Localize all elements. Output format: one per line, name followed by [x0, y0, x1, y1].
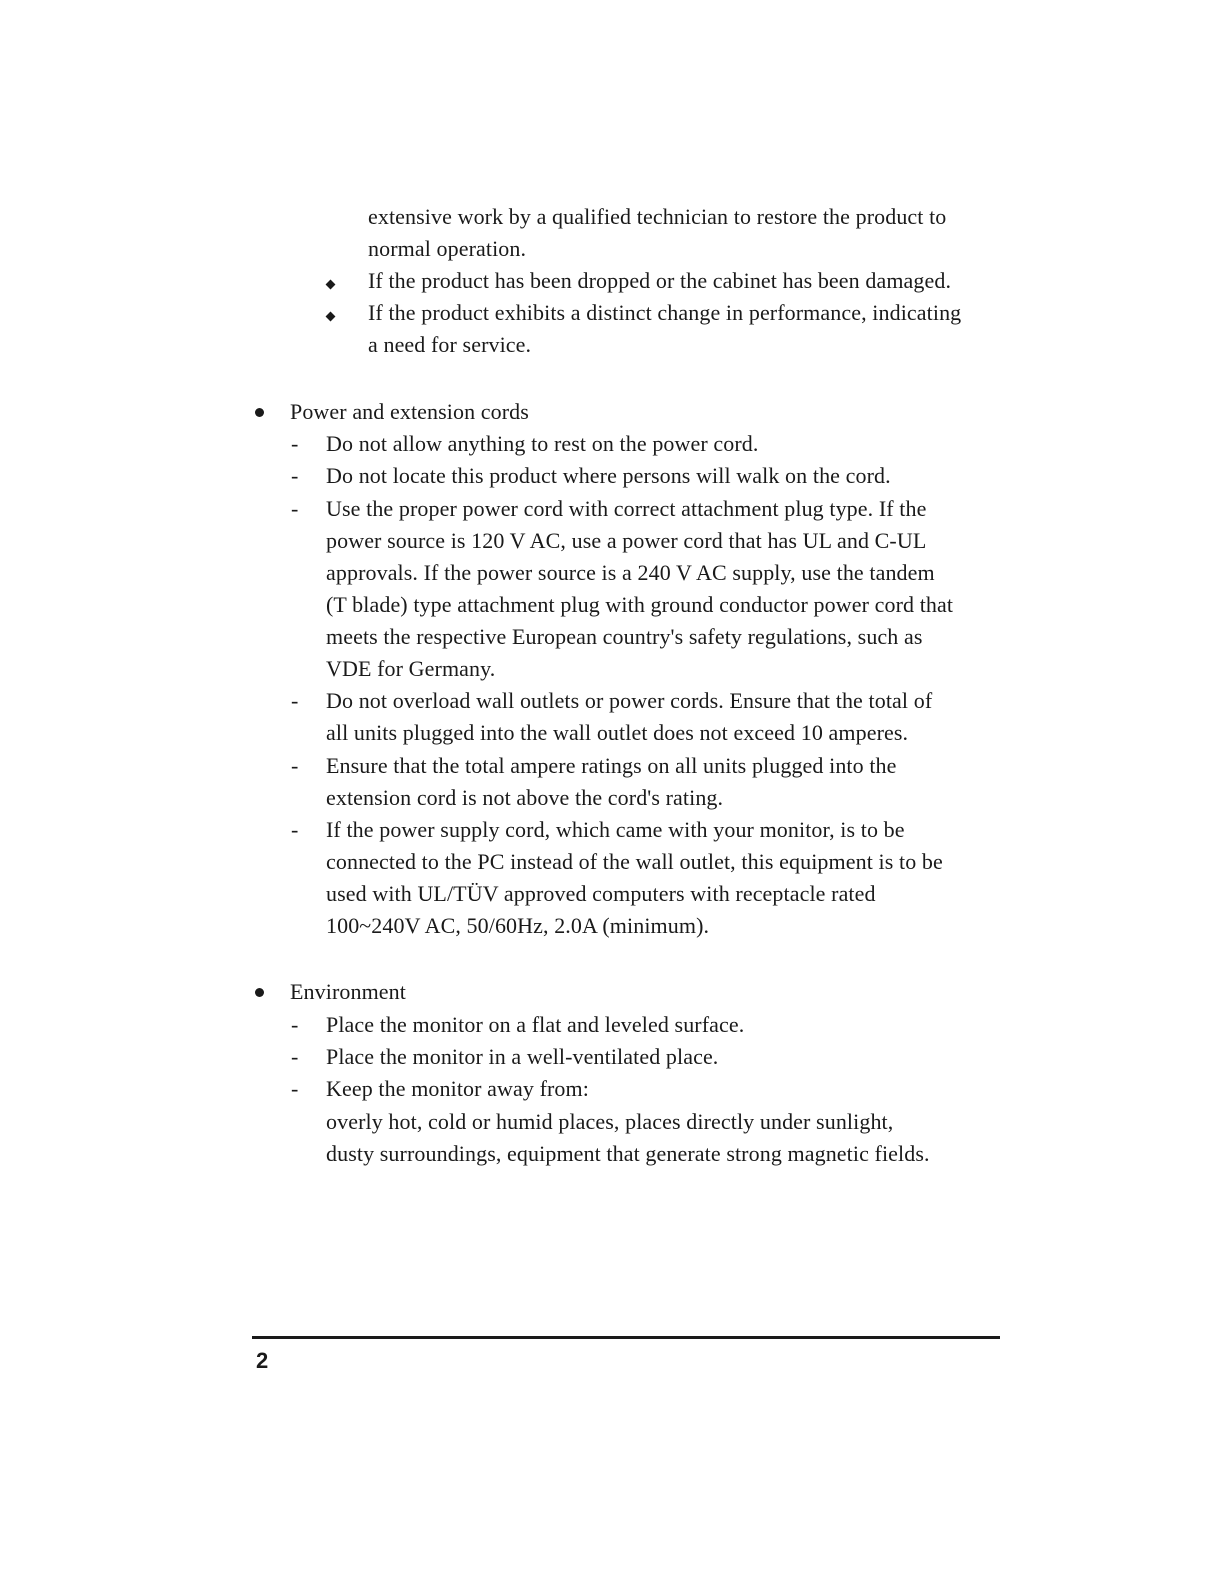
sub-bullet-text: If the product exhibits a distinct change in performance, indicating: [368, 300, 962, 325]
list-item: VDE for Germany.: [326, 656, 496, 681]
dash-bullet-icon: -: [291, 1076, 299, 1101]
page-number: 2: [256, 1348, 269, 1373]
footer-rule: [252, 1336, 1000, 1339]
list-item: (T blade) type attachment plug with ground conductor power cord that: [326, 592, 954, 617]
list-item: used with UL/TÜV approved computers with receptacle rated: [326, 881, 876, 906]
list-item: Ensure that the total ampere ratings on all units plugged into the: [326, 753, 897, 778]
sub-bullet-text: a need for service.: [368, 332, 532, 357]
dash-bullet-icon: -: [291, 817, 299, 842]
dash-bullet-icon: -: [291, 1044, 299, 1069]
list-item: power source is 120 V AC, use a power cord that has UL and C-UL: [326, 528, 927, 553]
continuation-line: normal operation.: [368, 236, 527, 261]
list-item: If the power supply cord, which came with your monitor, is to be: [326, 817, 905, 842]
section-heading: Power and extension cords: [290, 399, 529, 424]
dash-bullet-icon: -: [291, 1012, 299, 1037]
list-item: 100~240V AC, 50/60Hz, 2.0A (minimum).: [326, 913, 710, 938]
list-item: approvals. If the power source is a 240 V AC supply, use the tandem: [326, 560, 935, 585]
sub-bullet-text: If the product has been dropped or the cabinet has been damaged.: [368, 268, 952, 293]
continuation-line: extensive work by a qualified technician to restore the product to: [368, 204, 947, 229]
list-item: connected to the PC instead of the wall outlet, this equipment is to be: [326, 849, 943, 874]
dash-bullet-icon: -: [291, 753, 299, 778]
list-item: extension cord is not above the cord's rating.: [326, 785, 724, 810]
list-item: Keep the monitor away from:: [326, 1076, 589, 1101]
dash-bullet-icon: -: [291, 431, 299, 456]
bullet-icon: [255, 408, 264, 417]
list-item: Do not overload wall outlets or power cords. Ensure that the total of: [326, 688, 933, 713]
dash-bullet-icon: -: [291, 463, 299, 488]
list-item: dusty surroundings, equipment that generate strong magnetic fields.: [326, 1141, 930, 1166]
dash-bullet-icon: -: [291, 496, 299, 521]
list-item: all units plugged into the wall outlet does not exceed 10 amperes.: [326, 720, 909, 745]
list-item: Use the proper power cord with correct attachment plug type. If the: [326, 496, 927, 521]
list-item: meets the respective European country's safety regulations, such as: [326, 624, 923, 649]
list-item: Do not allow anything to rest on the power cord.: [326, 431, 759, 456]
list-item: Place the monitor on a flat and leveled surface.: [326, 1012, 745, 1037]
bullet-icon: [255, 988, 264, 997]
section-heading: Environment: [290, 979, 406, 1004]
diamond-bullet-icon: [326, 312, 336, 322]
list-item: Place the monitor in a well-ventilated place.: [326, 1044, 719, 1069]
list-item: Do not locate this product where persons will walk on the cord.: [326, 463, 891, 488]
list-item: overly hot, cold or humid places, places directly under sunlight,: [326, 1109, 894, 1134]
dash-bullet-icon: -: [291, 688, 299, 713]
diamond-bullet-icon: [326, 280, 336, 290]
